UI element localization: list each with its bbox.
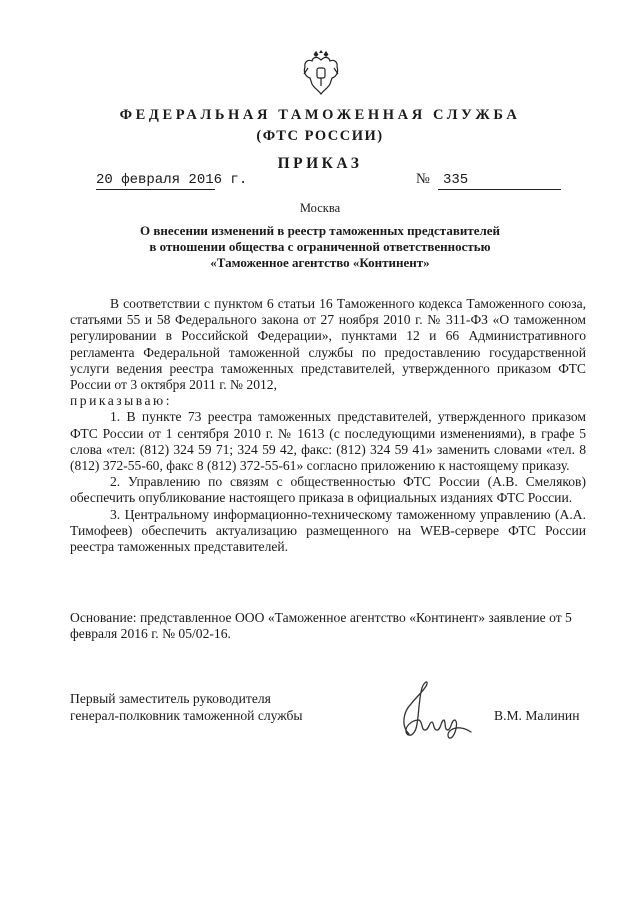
subject-line: «Таможенное агентство «Континент»: [210, 255, 430, 270]
signatory-title: [70, 691, 303, 724]
basis-paragraph: Основание: представленное ООО «Таможенное агентство «Континент» заявление от 5 февраля 2016 г. № 05/02-16.: [70, 610, 572, 642]
order-word: приказываю:: [70, 393, 172, 409]
order-item-3: 3. Центральному информационно-техническому таможенному управлению (А.А. Тимофеев) обеспечить актуализацию размещенного на WEB-сервере ФТС России реестра таможенных представителей.: [70, 506, 586, 555]
order-date: 20 февраля 2016 г.: [96, 172, 248, 188]
signatory-title-line: Первый заместитель руководителя: [70, 691, 271, 706]
order-item-1: 1. В пункте 73 реестра таможенных представителей, утвержденного приказом ФТС России от 1 сентября 2010 г. № 1613 (с последующими изменениями), в графе 5 слова «тел: (812) 324 59 71; 324 59 42, факс: (812) 324 59 41» заменить словами «тел. 8 (812) 372-55-60, факс 8 (812) 372-55-61» согласно приложению к настоящему приказу.: [70, 409, 586, 474]
subject-line: О внесении изменений в реестр таможенных представителей: [139, 223, 501, 238]
order-subject: [0, 223, 640, 271]
city: Москва: [299, 201, 341, 215]
order-number-label: №: [416, 171, 430, 187]
order-number: 335: [438, 172, 561, 190]
org-short-name: (ФТС РОССИИ): [256, 128, 384, 144]
order-body: [70, 296, 586, 555]
order-item-2: 2. Управлению по связям с общественностью ФТС России (А.В. Смеляков) обеспечить опубликование настоящего приказа в официальных изданиях ФТС России.: [70, 474, 586, 506]
document-type: ПРИКАЗ: [277, 155, 363, 172]
subject-line: в отношении общества с ограниченной ответственностью: [149, 239, 491, 254]
signatory-title-line: генерал-полковник таможенной службы: [70, 707, 303, 723]
handwritten-signature-icon: [395, 676, 475, 746]
org-name: ФЕДЕРАЛЬНАЯ ТАМОЖЕННАЯ СЛУЖБА: [119, 107, 521, 123]
signatory-name: В.М. Малинин: [494, 708, 580, 723]
preamble-paragraph: В соответствии с пунктом 6 статьи 16 Таможенного кодекса Таможенного союза, статьями 55 и 58 Федерального закона от 27 ноября 2010 г. № 311-ФЗ «О таможенном регулировании в Российской Федерации», пунктами 12 и 66 Административного регламента Федеральной таможенной службы по предоставлению государственной услуги ведения реестра таможенных представителей, утвержденного приказом ФТС России от 3 октября 2011 г. № 2012,: [70, 296, 586, 393]
russian-eagle-emblem-icon: [300, 50, 342, 100]
